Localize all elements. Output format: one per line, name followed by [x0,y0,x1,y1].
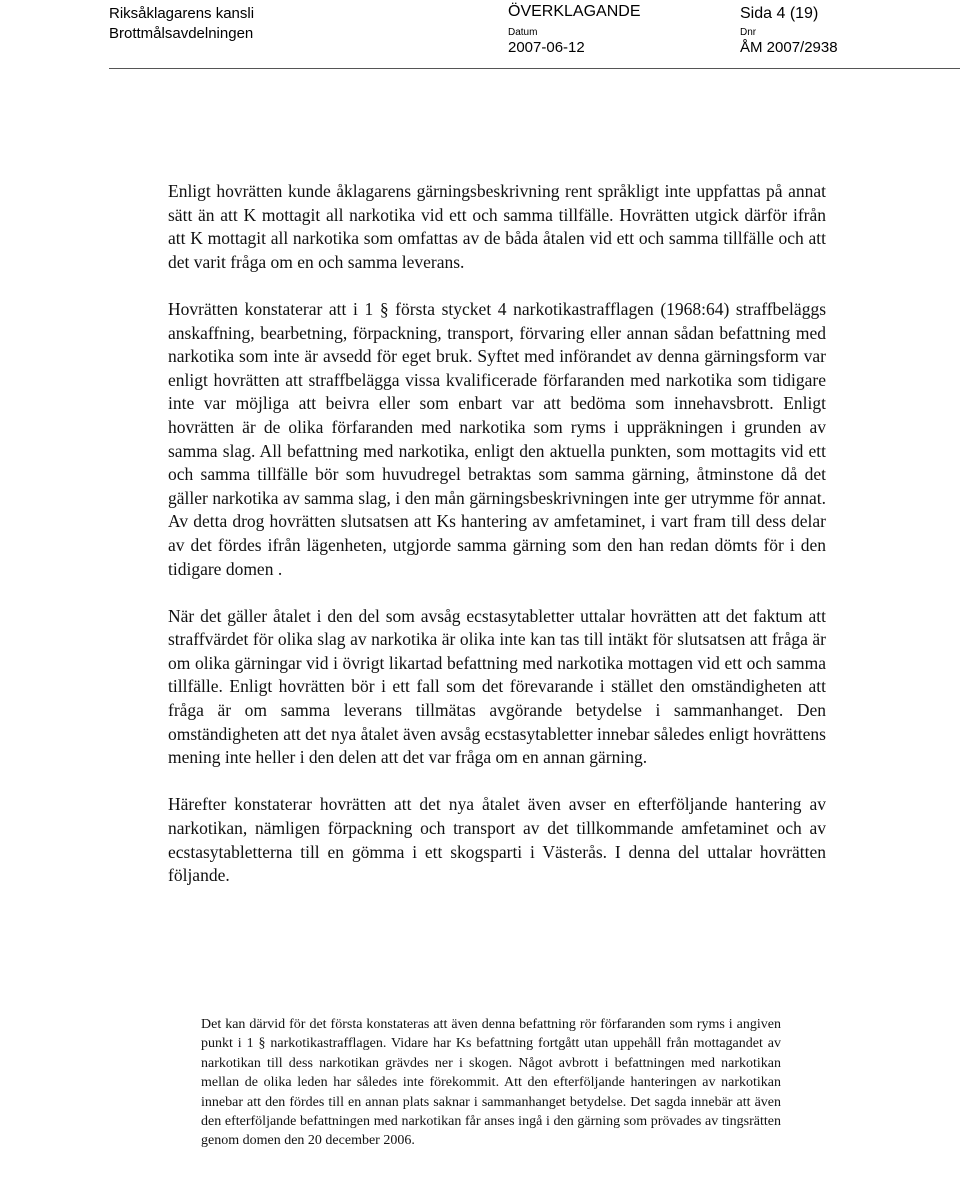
block-quote [201,1015,781,1151]
date-label: Datum [508,27,538,38]
date-value: 2007-06-12 [508,39,585,56]
paragraph: När det gäller åtalet i den del som avsåg ecstasytabletter uttalar hovrätten att det faktum att straffvärdet för olika slag av narkotika är olika inte kan tas till intäkt för slutsatsen att fråga är om olika gärningar vid i övrigt likartad befattning med narkotika mottagen vid ett och samma tillfälle. Enligt hovrätten bör i ett fall som det förevarande i stället den omständigheten att fråga är om samma leverans tillmätas avgörande betydelse i sammanhanget. Den omständigheten att det nya åtalet även avsåg ecstasytabletter innebar således enligt hovrättens mening inte heller i den delen att det var fråga om en annan gärning. [168,605,826,768]
document-type: ÖVERKLAGANDE [508,3,641,20]
header-dnr [740,27,838,57]
paragraph: Enligt hovrätten kunde åklagarens gärningsbeskrivning rent språkligt inte uppfattas på annat sätt än att K mottagit all narkotika vid ett och samma tillfälle. Hovrätten utgick därför ifrån att K mottagit all narkotika som omfattas av de båda åtalen vid ett och samma tillfälle och att det varit fråga om en och samma leverans. [168,181,826,272]
quote-text: Det kan därvid för det första konstateras att även denna befattning rör förfaranden som ryms i angiven punkt i 1 § narkotikastrafflagen. Vidare har Ks befattning fortgått utan uppehåll från mottagandet av narkotikan till dess narkotikan grävdes ner i skogen. Något avbrott i befattningen med narkotikan mellan de olika leden har således inte förekommit. Att den efterföljande hanteringen av narkotikan innebar att den fördes till en annan plats saknar i sammanhanget betydelse. Det sagda innebär att även den efterföljande befattningen med narkotikan får anses ingå i den gärning som prövades av tingsrätten genom domen den 20 december 2006. [201,1017,781,1149]
header-divider [109,68,960,69]
organization-name: Riksåklagarens kansli [109,5,255,22]
paragraph: Härefter konstaterar hovrätten att det nya åtalet även avser en efterföljande hantering av narkotikan, nämligen förpackning och transport av det tillkommande amfetaminet och av ecstasytabletterna till en gömma i ett skogsparti i Västerås. I denna del uttalar hovrätten följande. [168,794,826,886]
department-name: Brottmålsavdelningen [109,25,254,42]
header-organization [109,4,254,44]
header-date [508,27,585,57]
paragraph: Hovrätten konstaterar att i 1 § första stycket 4 narkotikastrafflagen (1968:64) straffbeläggs anskaffning, bearbetning, förpackning, transport, förvaring eller annan sådan befattning med narkotika som inte är avsedd för eget bruk. Syftet med införandet av denna gärningsform var enligt hovrätten att straffbelägga vissa kvalificerade förfaranden med narkotika som tidigare inte var möjliga att beivra eller som enbart var att bedöma som innehavsbrott. Enligt hovrätten är de olika förfaranden med narkotika som ryms i uppräkningen i grunden av samma slag. All befattning med narkotika, enligt den aktuella punkten, som mottagits vid ett och samma tillfälle bör som huvudregel betraktas som samma gärning, åtminstone då det gäller narkotika av samma slag, i den mån gärningsbeskrivningen inte ger utrymme för annat. Av detta drog hovrätten slutsatsen att Ks hantering av amfetaminet, i vart fram till dess delar av det fördes ifrån lägenheten, utgjorde samma gärning som den han redan dömts för i den tidigare domen . [168,298,826,579]
dnr-label: Dnr [740,27,757,38]
page-number: Sida 4 (19) [740,5,819,22]
dnr-value: ÅM 2007/2938 [740,39,838,56]
document-body [168,180,826,911]
